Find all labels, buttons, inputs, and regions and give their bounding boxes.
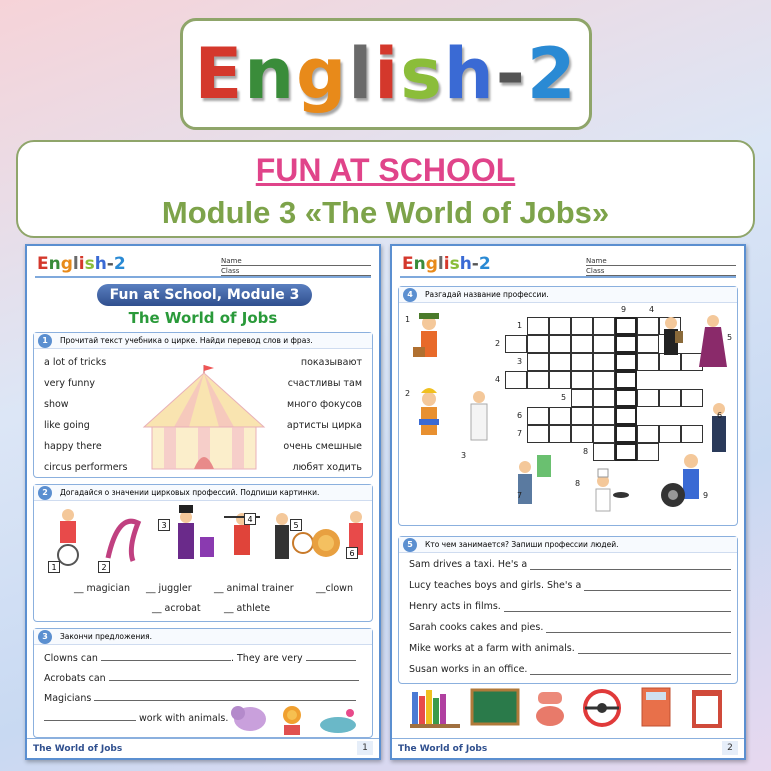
brand-letter: h [459, 254, 472, 274]
clue-number: 8 [583, 447, 589, 456]
sentence-clowns [44, 653, 356, 664]
module-ribbon: Fun at School, Module 3 [97, 284, 312, 306]
title-letter: h [443, 33, 496, 115]
answer-blank[interactable] [546, 623, 731, 633]
worksheet-page-2 [390, 244, 746, 760]
task-3 [33, 628, 373, 738]
job-sentence-text: Mike works at a farm with animals. [409, 643, 575, 654]
brand-letter: 2 [478, 254, 491, 274]
picture-number-5: 5 [290, 519, 302, 531]
banner-line-1: FUN AT SCHOOL [255, 152, 516, 188]
brand-letter: s [84, 254, 95, 274]
task-1 [33, 332, 373, 478]
brand-letter: n [48, 254, 61, 274]
steering-wheel-icon [585, 691, 619, 725]
class-label: Class [586, 267, 605, 275]
task-number: 4 [403, 288, 417, 302]
brand-letter: - [471, 254, 479, 274]
picture-number: 9 [703, 491, 709, 500]
task-instruction: Разгадай название профессии. [425, 290, 549, 299]
banner-line-2: Module 3 «The World of Jobs» [161, 195, 610, 230]
mixer-icon [536, 692, 564, 726]
sentence-animals-end: work with animals. [139, 713, 229, 724]
page-footer: The World of Jobs [392, 738, 744, 758]
brand-letter: l [437, 254, 444, 274]
phrase-russian: показывают [300, 357, 362, 368]
answer-blank[interactable] [504, 602, 731, 612]
phrase-english: like going [44, 420, 90, 431]
blank[interactable] [109, 680, 359, 681]
name-class-box [221, 256, 371, 276]
answer-clown[interactable]: __clown [316, 583, 353, 594]
clue-number: 6 [517, 411, 523, 420]
sentence-acrobats [44, 673, 359, 684]
task-4 [398, 286, 738, 526]
job-sentence [409, 622, 731, 633]
phrase-english: show [44, 399, 69, 410]
task-instruction: Кто чем занимается? Запиши профессии людей. [425, 540, 619, 549]
title-letter: n [244, 33, 297, 115]
brand-letter: i [443, 254, 450, 274]
picture-number: 4 [649, 305, 655, 314]
clue-number: 3 [517, 357, 523, 366]
brand-letter: E [402, 254, 414, 274]
phrase-russian: очень смешные [283, 441, 362, 452]
sentence-clowns-mid: . They are very [230, 653, 303, 664]
picture-number: 7 [517, 491, 523, 500]
picture-number: 6 [717, 411, 723, 420]
page-footer: The World of Jobs [27, 738, 379, 758]
title-letter: g [296, 33, 349, 115]
job-sentence [409, 580, 731, 591]
name-class-box [586, 256, 736, 276]
task-number: 5 [403, 538, 417, 552]
clue-number: 4 [495, 375, 501, 384]
picture-number: 5 [727, 333, 733, 342]
clue-number: 5 [561, 393, 567, 402]
brand-letter: n [413, 254, 426, 274]
brand-letter: i [78, 254, 85, 274]
job-sentence [409, 643, 731, 654]
sentence-acrobats-start: Acrobats can [44, 673, 106, 684]
title-letter: - [495, 33, 527, 115]
answer-blank[interactable] [530, 665, 731, 675]
answer-magician[interactable]: __ magician [74, 583, 130, 594]
task-instruction: Догадайся о значении цирковых профессий. Подпиши картинки. [60, 488, 320, 497]
picture-number-4: 4 [244, 513, 256, 525]
page-number: 1 [357, 741, 373, 755]
brand-letter: - [106, 254, 114, 274]
task-2 [33, 484, 373, 622]
answer-acrobat[interactable]: __ acrobat [152, 603, 201, 614]
task-instruction: Прочитай текст учебника о цирке. Найди перевод слов и фраз. [60, 336, 313, 345]
page-subtitle: The World of Jobs [128, 309, 278, 327]
brand-letter: g [60, 254, 73, 274]
clue-number: 1 [517, 321, 523, 330]
phrase-russian: любят ходить [292, 462, 362, 473]
picture-number: 1 [405, 315, 411, 324]
clue-number: 9 [621, 305, 627, 314]
sentence-clowns-start: Clowns can [44, 653, 98, 664]
phrase-russian: счастливы там [287, 378, 362, 389]
answer-athlete[interactable]: __ athlete [224, 603, 271, 614]
calculator-icon [642, 688, 670, 726]
phrase-english: a lot of tricks [44, 357, 107, 368]
brand-letter: s [449, 254, 460, 274]
brand-letter: g [425, 254, 438, 274]
phrase-russian: много фокусов [287, 399, 362, 410]
phrase-english: happy there [44, 441, 102, 452]
objects-illustration [410, 686, 730, 732]
job-sentence [409, 559, 731, 570]
picture-number-2: 2 [98, 561, 110, 573]
title-banner [180, 18, 592, 130]
brand-letter: h [94, 254, 107, 274]
picture-number: 3 [461, 451, 467, 460]
answer-blank[interactable] [530, 560, 731, 570]
job-sentence [409, 601, 731, 612]
name-label: Name [221, 257, 242, 265]
job-sentence-text: Sarah cooks cakes and pies. [409, 622, 544, 633]
blank[interactable] [306, 660, 356, 661]
phrase-russian: артисты цирка [286, 420, 362, 431]
sentence-magicians-start: Magicians [44, 693, 92, 704]
task-number: 3 [38, 630, 52, 644]
task-5 [398, 536, 738, 684]
phrase-english: very funny [44, 378, 96, 389]
brand-letter: E [37, 254, 49, 274]
clue-number: 2 [495, 339, 501, 348]
circus-animals-icon [230, 699, 370, 737]
task-number: 1 [38, 334, 52, 348]
clipboard-icon [692, 690, 722, 728]
name-label: Name [586, 257, 607, 265]
header-divider [400, 276, 736, 278]
brand-logo [37, 254, 126, 274]
books-icon [410, 690, 460, 728]
answer-juggler[interactable]: __ juggler [146, 583, 192, 594]
sentence-animals [44, 713, 228, 724]
job-sentence-text: Lucy teaches boys and girls. She's a [409, 580, 582, 591]
title-letter: l [348, 33, 375, 115]
title-letter: i [374, 33, 401, 115]
professions-illustration [403, 309, 743, 521]
picture-number: 8 [575, 479, 581, 488]
page-number: 2 [722, 741, 738, 755]
blank[interactable] [44, 720, 136, 721]
class-label: Class [221, 267, 240, 275]
picture-number-6: 6 [346, 547, 358, 559]
header-divider [35, 276, 371, 278]
job-sentence-text: Susan works in an office. [409, 664, 528, 675]
task-number: 2 [38, 486, 52, 500]
title-letter: E [194, 33, 245, 115]
job-sentence-text: Sam drives a taxi. He's a [409, 559, 528, 570]
phrase-english: circus performers [44, 462, 128, 473]
answer-blank[interactable] [584, 581, 731, 591]
job-sentence-text: Henry acts in films. [409, 601, 501, 612]
circus-tent-icon [134, 365, 274, 475]
brand-letter: 2 [113, 254, 126, 274]
chalkboard-icon [472, 690, 518, 724]
title-letter: 2 [526, 33, 578, 115]
picture-number: 2 [405, 389, 411, 398]
task-instruction: Закончи предложения. [60, 632, 153, 641]
subtitle-banner [16, 140, 755, 238]
picture-number-1: 1 [48, 561, 60, 573]
title-letter: s [400, 33, 444, 115]
job-sentence [409, 664, 731, 675]
worksheet-page-1 [25, 244, 381, 760]
brand-logo [402, 254, 491, 274]
circus-performers-illustration [38, 503, 368, 573]
picture-number-3: 3 [158, 519, 170, 531]
clue-number: 7 [517, 429, 523, 438]
blank[interactable] [101, 660, 231, 661]
answer-blank[interactable] [578, 644, 731, 654]
answer-animal-trainer[interactable]: __ animal trainer [214, 583, 294, 594]
brand-letter: l [72, 254, 79, 274]
